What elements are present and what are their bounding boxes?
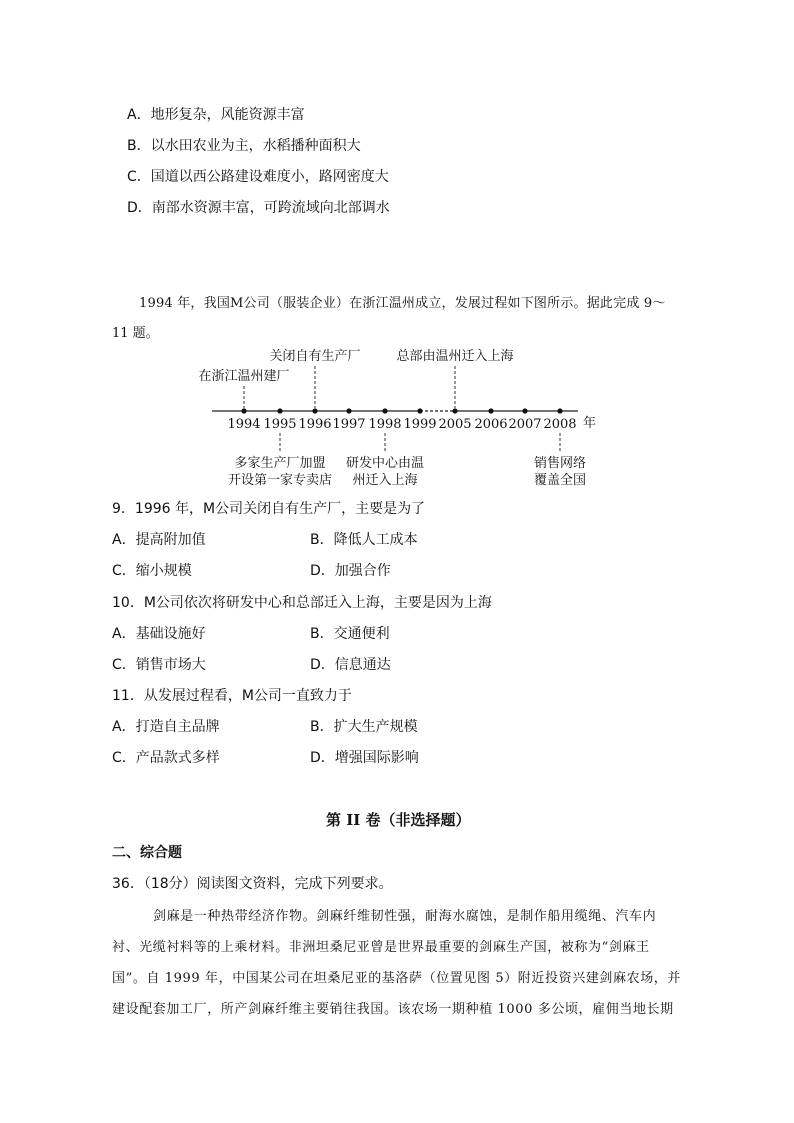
event-label-2008-line1: 销售网络 — [533, 456, 587, 471]
prev-option-b: B．以水田农业为主，水稻播种面积大 — [127, 138, 361, 154]
question-10-option-a: A．基础设施好 — [112, 626, 206, 642]
event-label-1998-line2: 州迁入上海 — [352, 473, 418, 488]
question-9-option-c: C．缩小规模 — [112, 563, 192, 579]
question-36-stem: 36．（18分）阅读图文资料，完成下列要求。 — [112, 876, 393, 892]
year-label-2005: 2005 — [438, 417, 472, 432]
question-9-stem: 9．1996 年，M公司关闭自有生产厂，主要是为了 — [112, 501, 426, 517]
question-10-stem: 10．M公司依次将研发中心和总部迁入上海，主要是因为上海 — [112, 595, 492, 611]
question-11-stem: 11．从发展过程看，M公司一直致力于 — [112, 688, 352, 704]
year-dot-2008 — [557, 408, 562, 413]
passage-line-2: 衬、光缆衬料等的上乘材料。非洲坦桑尼亚曾是世界最重要的剑麻生产国，被称为“剑麻王 — [112, 940, 650, 955]
event-label-1994: 在浙江温州建厂 — [198, 369, 290, 384]
year-dot-2006 — [488, 408, 493, 413]
year-label-1995: 1995 — [263, 417, 297, 432]
event-label-2008-line2: 覆盖全国 — [533, 473, 587, 488]
year-dot-1997 — [346, 408, 351, 413]
year-dot-1994 — [241, 408, 246, 413]
question-10-option-c: C．销售市场大 — [112, 657, 206, 673]
prev-option-c: C．国道以西公路建设难度小，路网密度大 — [127, 169, 389, 185]
event-label-1998-line1: 研发中心由温 — [345, 456, 425, 471]
question-9-option-a: A．提高附加值 — [112, 532, 206, 548]
year-dot-1999 — [417, 408, 422, 413]
event-label-2005: 总部由温州迁入上海 — [396, 349, 514, 364]
year-label-1997: 1997 — [332, 417, 366, 432]
intro-line-1: 1994 年，我国M公司（服装企业）在浙江温州成立，发展过程如下图所示。据此完成 9～ — [139, 296, 666, 311]
year-dot-1996 — [312, 408, 317, 413]
question-9-option-b: B．降低人工成本 — [310, 532, 418, 548]
year-label-1998: 1998 — [368, 417, 402, 432]
event-label-1996: 关闭自有生产厂 — [269, 349, 361, 364]
year-label-1994: 1994 — [227, 417, 261, 432]
passage-line-4: 建设配套加工厂，所产剑麻纤维主要销往我国。该农场一期种植 1000 多公顷，雇佣当地长期 — [112, 1002, 674, 1017]
passage-line-1: 剑麻是一种热带经济作物。剑麻纤维韧性强，耐海水腐蚀，是制作船用缆绳、汽车内 — [153, 909, 657, 924]
year-label-2007: 2007 — [508, 417, 542, 432]
question-9-option-d: D．加强合作 — [310, 563, 391, 579]
question-11-option-c: C．产品款式多样 — [112, 750, 220, 766]
question-10-option-b: B．交通便利 — [310, 626, 390, 642]
event-label-1995-line1: 多家生产厂加盟 — [234, 456, 326, 471]
question-10-option-d: D．信息通达 — [310, 657, 391, 673]
year-label-1999: 1999 — [403, 417, 437, 432]
year-dot-1995 — [277, 408, 282, 413]
question-11-option-b: B．扩大生产规模 — [310, 719, 418, 735]
year-dot-1998 — [382, 408, 387, 413]
passage-line-3: 国”。自 1999 年，中国某公司在坦桑尼亚的基洛萨（位置见图 5）附近投资兴建剑麻农场，并 — [112, 971, 681, 986]
question-11-option-d: D．增强国际影响 — [310, 750, 419, 766]
timeline-diagram — [0, 0, 794, 500]
intro-line-2: 11 题。 — [112, 326, 159, 341]
question-11-option-a: A．打造自主品牌 — [112, 719, 220, 735]
year-dot-2005 — [452, 408, 457, 413]
section-heading: 二、综合题 — [112, 845, 182, 861]
year-label-2008: 2008 — [543, 417, 577, 432]
year-label-1996: 1996 — [298, 417, 332, 432]
event-label-1995-line2: 开设第一家专卖店 — [227, 473, 333, 488]
prev-option-a: A．地形复杂，风能资源丰富 — [127, 107, 305, 123]
year-dot-2007 — [522, 408, 527, 413]
section-title: 第 II 卷（非选择题） — [326, 811, 471, 829]
axis-unit-label: 年 — [583, 416, 597, 431]
year-label-2006: 2006 — [474, 417, 508, 432]
prev-option-d: D．南部水资源丰富，可跨流域向北部调水 — [127, 200, 390, 216]
